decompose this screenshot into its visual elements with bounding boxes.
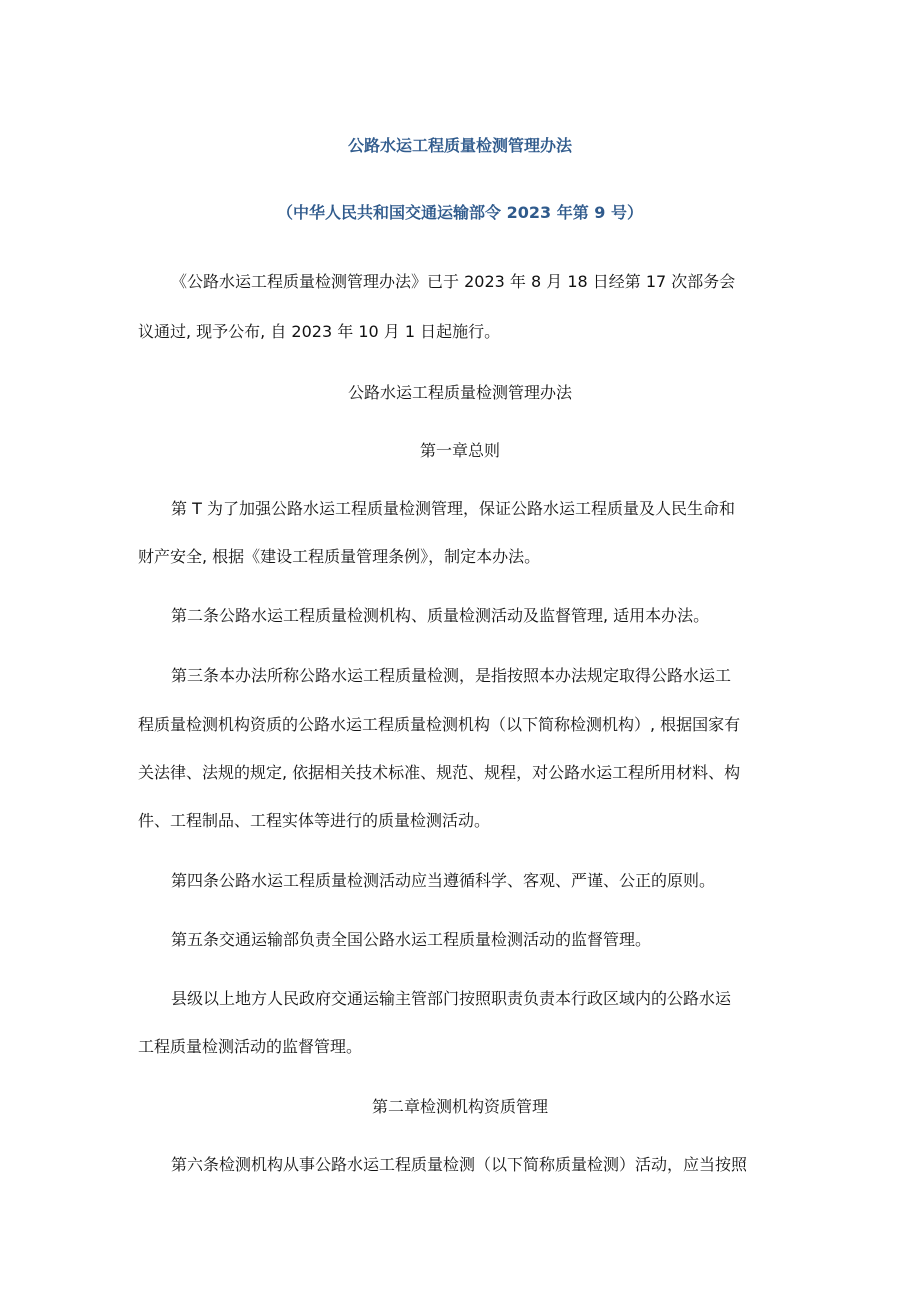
body-title: 公路水运工程质量检测管理办法 xyxy=(347,383,572,402)
chapter-1-heading: 第一章总则 xyxy=(419,441,500,460)
article-3-line-3: 关法律、法规的规定, 依据相关技术标准、规范、规程，对公路水运工程所用材料、构 xyxy=(138,763,741,782)
article-6-line-1: 第六条检测机构从事公路水运工程质量检测（以下简称质量检测）活动，应当按照 xyxy=(171,1155,748,1174)
article-5: 第五条交通运输部负责全国公路水运工程质量检测活动的监督管理。 xyxy=(171,930,652,949)
intro-line-1: 《公路水运工程质量检测管理办法》已于 2023 年 8 月 18 日经第 17 次部务会 xyxy=(171,272,736,291)
chapter-2-heading: 第二章检测机构资质管理 xyxy=(371,1097,548,1116)
document-subtitle: （中华人民共和国交通运输部令 2023 年第 9 号） xyxy=(277,203,643,222)
article-3-line-2: 程质量检测机构资质的公路水运工程质量检测机构（以下简称检测机构）, 根据国家有 xyxy=(138,715,741,734)
article-3-line-4: 件、工程制品、工程实体等进行的质量检测活动。 xyxy=(138,811,491,830)
document-title: 公路水运工程质量检测管理办法 xyxy=(347,136,572,155)
article-4: 第四条公路水运工程质量检测活动应当遵循科学、客观、严谨、公正的原则。 xyxy=(171,871,716,890)
intro-line-2: 议通过, 现予公布, 自 2023 年 10 月 1 日起施行。 xyxy=(138,322,501,341)
article-2: 第二条公路水运工程质量检测机构、质量检测活动及监督管理, 适用本办法。 xyxy=(171,606,710,625)
article-5b-line-2: 工程质量检测活动的监督管理。 xyxy=(138,1037,363,1056)
article-3-line-1: 第三条本办法所称公路水运工程质量检测，是指按照本办法规定取得公路水运工 xyxy=(171,666,732,685)
article-5b-line-1: 县级以上地方人民政府交通运输主管部门按照职责负责本行政区域内的公路水运 xyxy=(171,989,732,1008)
article-1-line-1: 第 T 为了加强公路水运工程质量检测管理，保证公路水运工程质量及人民生命和 xyxy=(171,499,735,518)
article-1-line-2: 财产安全, 根据《建设工程质量管理条例》，制定本办法。 xyxy=(138,547,541,566)
